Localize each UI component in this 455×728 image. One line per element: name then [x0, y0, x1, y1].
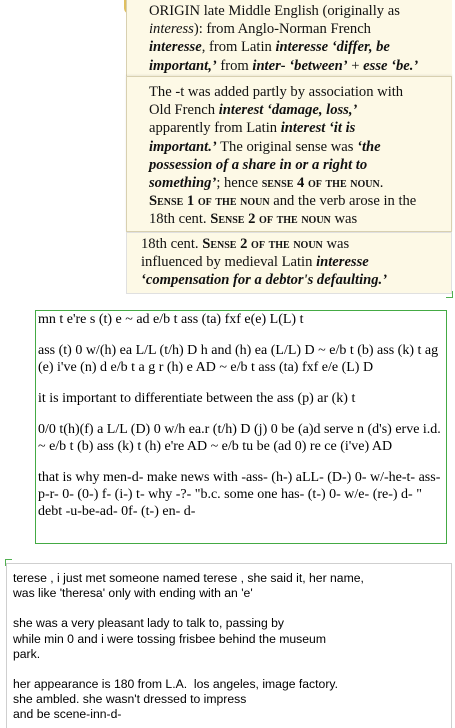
notes-paragraph-4: 0/0 t(h)(f) a L/L (D) 0 w/h ea.r (t/h) D (j) 0 be (a)d serve n (d's) erve i.d. ~ e/b t (b) ass (k) t (h) e're AD ~ e/b tu be (ad 0) re ce (i've) AD	[38, 422, 441, 454]
sense-line: 18th cent. Sense 2 of the noun was	[149, 211, 358, 228]
resize-handle-icon[interactable]	[446, 291, 453, 298]
sense-line: possession of a share in or a right to	[149, 156, 368, 173]
story-paragraph-3: her appearance is 180 from L.A. los angeles, image factory. she ambled. she wasn't dressed to impress and be scene-inn-d-	[13, 677, 338, 722]
story-paragraph-2: she was a very pleasant lady to talk to, passing by while min 0 and i were tossing frisbee behind the museum park.	[13, 616, 326, 661]
sense-line: important.’ The original sense was ‘the	[149, 138, 381, 155]
continuation-line: influenced by medieval Latin interesse	[141, 254, 369, 271]
story-paragraph-1: terese , i just met someone named terese , she said it, her name, was like 'theresa' only with ending with an 'e'	[13, 571, 364, 601]
origin-line-2: interess): from Anglo-Norman French	[149, 21, 371, 38]
notes-paragraph-2: ass (t) 0 w/(h) ea L/L (t/h) D h and (h) ea (L/L) D ~ e/b t (b) ass (k) t ag (e) i've (n) d e/b t a g r (h) e AD ~ e/b t ass (ta) fxf e/e (L) D	[38, 343, 439, 375]
sense-line: The -t was added partly by association with	[149, 84, 404, 100]
dictionary-continuation-panel	[126, 232, 452, 294]
notes-text-box[interactable]	[35, 310, 447, 544]
notes-paragraph-3: it is important to differentiate between the ass (p) ar (k) t	[38, 391, 356, 406]
origin-line-4: important,’ from inter- ‘between’ + esse ‘be.’	[149, 57, 419, 74]
sense-line: apparently from Latin interest ‘it is	[149, 120, 356, 137]
origin-line-3: interesse, from Latin interesse ‘differ, be	[149, 39, 390, 56]
sense-line: something’; hence sense 4 of the noun.	[149, 175, 384, 192]
origin-line-1: ORIGIN late Middle English (originally as	[149, 3, 400, 19]
story-text-box[interactable]	[6, 563, 452, 728]
sense-line: Old French interest ‘damage, loss,’	[149, 102, 358, 119]
dictionary-sense-panel	[126, 76, 452, 232]
sense-line: Sense 1 of the noun and the verb arose in the	[149, 193, 417, 210]
continuation-line: 18th cent. Sense 2 of the noun was	[141, 236, 350, 252]
notes-paragraph-5: that is why men-d- make news with -ass- (h-) aLL- (D-) 0- w/-he-t- ass- p-r- 0- (0-) f- (i-) t- why -?- "b.c. some one has- (t-) 0- w/e- (re-) d- " debt -u-be-ad- 0f- (t-) en- d-	[38, 470, 441, 519]
continuation-line: ‘compensation for a debtor's defaulting.’	[141, 272, 388, 289]
notes-paragraph-1: mn t e're s (t) e ~ ad e/b t ass (ta) fxf e(e) L(L) t	[38, 312, 304, 327]
